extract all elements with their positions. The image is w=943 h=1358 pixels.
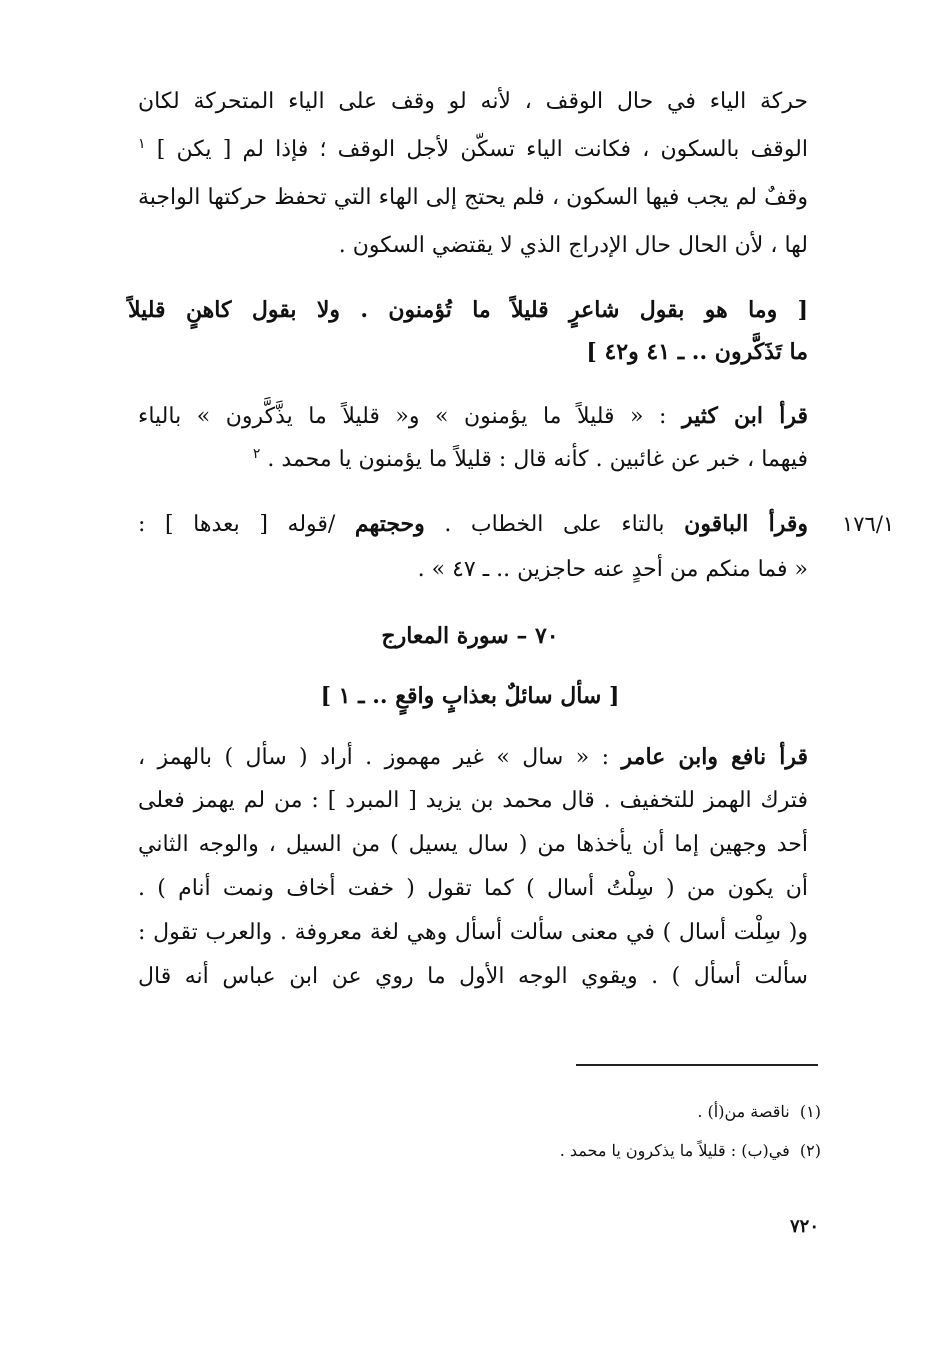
- footnote-number: (١): [799, 1102, 821, 1121]
- paragraph-line: [253, 440, 808, 480]
- paragraph-text: بالتاء على الخطاب .: [424, 512, 685, 537]
- paragraph-text: الوقف بالسكون ، فكانت الياء تسكّن لأجل الوقف ؛ فإذا لم [ يكن ]: [156, 137, 809, 162]
- paragraph-line: [138, 737, 808, 777]
- verse-line: ما تَذَكَّرون .. ـ ٤١ و٤٢ ]: [586, 339, 808, 365]
- paragraph-line: [138, 130, 808, 170]
- paragraph-line: لها ، لأن الحال حال الإدراج الذي لا يقتضي السكون .: [338, 233, 808, 258]
- footnote-marker: ١: [138, 136, 146, 152]
- page-number: ٧٢٠: [789, 1216, 819, 1237]
- paragraph-text: /قوله [ بعدها ] :: [138, 512, 355, 537]
- paragraph-line: أن يكون من ( سِلْتُ أسال ) كما تقول ( خفت أخاف ونمت أنام ) .: [138, 876, 808, 901]
- reader-name: قرأ ابن كثير: [681, 403, 808, 429]
- paragraph-line: و( سِلْت أسال ) في معنى سألت أسأل وهي لغة معروفة . والعرب تقول :: [138, 920, 808, 945]
- reader-name: وقرأ الباقون: [684, 511, 808, 537]
- paragraph-text: فيهما ، خبر عن غائبين . كأنه قال : قليلاً ما يؤمنون يا محمد .: [267, 447, 808, 472]
- footnote-text: في(ب) : قليلاً ما يذكرون يا محمد .: [559, 1141, 790, 1160]
- paragraph-line: وقفٌ لم يجب فيها السكون ، فلم يحتج إلى الهاء التي تحفظ حركتها الواجبة: [138, 185, 808, 210]
- footnote-text: ناقصة من(أ) .: [697, 1102, 790, 1121]
- footnote-separator: [576, 1064, 818, 1066]
- margin-reference: ١٧٦/١: [842, 512, 895, 536]
- surah-heading: ٧٠ – سورة المعارج: [381, 623, 559, 649]
- footnote-number: (٢): [799, 1141, 821, 1160]
- footnote-marker: ٢: [252, 446, 261, 462]
- paragraph-line: « فما منكم من أحدٍ عنه حاجزين .. ـ ٤٧ » .: [417, 557, 808, 582]
- paragraph-line: [138, 396, 808, 436]
- paragraph-line: حركة الياء في حال الوقف ، لأنه لو وقف على الياء المتحركة لكان: [138, 89, 808, 114]
- paragraph-text: : « قليلاً ما يؤمنون » و« قليلاً ما يذَّكَّرون » بالياء: [138, 404, 682, 429]
- paragraph-line: فترك الهمز للتخفيف . قال محمد بن يزيد [ المبرد ] : من لم يهمز فعلى: [138, 788, 808, 813]
- paragraph-line: أحد وجهين إما أن يأخذها من ( سال يسيل ) من السيل ، والوجه الثاني: [138, 832, 808, 857]
- verse-line: [ وما هو بقول شاعرٍ قليلاً ما تُؤمنون . ولا بقول كاهنٍ قليلاً: [128, 297, 808, 323]
- footnote: [697, 1097, 821, 1127]
- paragraph-line: سألت أسأل ) . ويقوي الوجه الأول ما روي عن ابن عباس أنه قال: [138, 964, 808, 989]
- argument-label: وحجتهم: [354, 511, 425, 537]
- verse-heading: [ سأل سائلٌ بعذابٍ واقعٍ .. ـ ١ ]: [320, 683, 620, 709]
- footnote: [560, 1136, 821, 1166]
- paragraph-text: : « سال » غير مهموز . أراد ( سأل ) بالهمز ،: [138, 745, 622, 770]
- paragraph-line: [138, 504, 808, 544]
- reader-name: قرأ نافع وابن عامر: [621, 744, 808, 770]
